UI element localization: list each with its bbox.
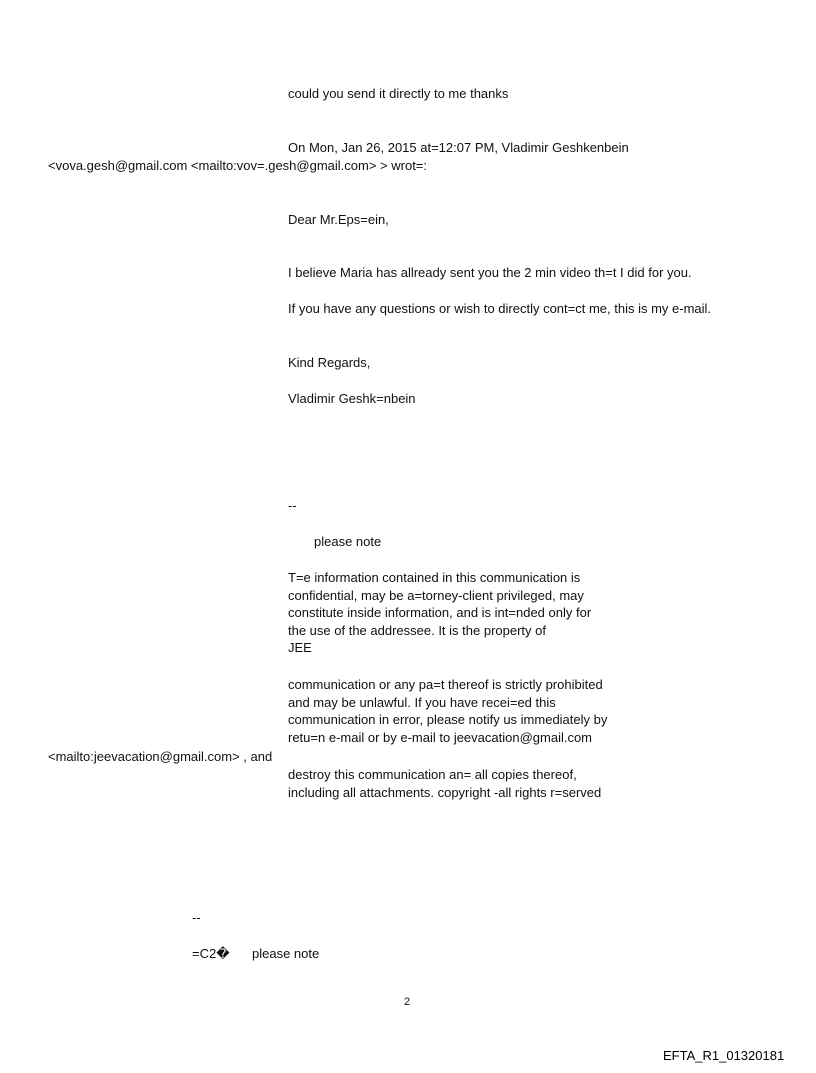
- notice-line: the use of the addressee. It is the property of: [288, 622, 546, 638]
- notice-line: retu=n e-mail or by e-mail to jeevacation@gmail.com: [288, 729, 593, 745]
- notice-line: confidential, may be a=torney-client privileged, may: [288, 587, 584, 603]
- notice-line: communication in error, please notify us immediately by: [288, 712, 608, 727]
- confidentiality-notice-part1: [288, 569, 591, 657]
- notice-line: communication or any pa=t thereof is strictly prohibited: [288, 677, 603, 692]
- notice-line: JEE: [288, 640, 312, 655]
- notice-line: and may be unlawful. If you have recei=ed this: [288, 694, 556, 710]
- email-salutation: Dear Mr.Eps=ein,: [288, 212, 389, 227]
- notice-line: destroy this communication an= all copies thereof,: [288, 767, 577, 782]
- page-number: 2: [404, 996, 411, 1008]
- email-body-video: I believe Maria has allready sent you the 2 min video th=t I did for you.: [288, 265, 692, 280]
- email-quote-address: <vova.gesh@gmail.com <mailto:vov=.gesh@gmail.com> > wrot=:: [48, 158, 428, 173]
- email-quote-header: On Mon, Jan 26, 2015 at=12:07 PM, Vladimir Geshkenbein: [288, 140, 629, 155]
- notice-line: T=e information contained in this communication is: [288, 570, 581, 585]
- email-signature-name: Vladimir Geshk=nbein: [288, 391, 416, 406]
- notice-line: constitute inside information, and is int=nded only for: [288, 605, 592, 620]
- email-closing: Kind Regards,: [288, 355, 371, 370]
- please-note-heading-2: please note: [252, 946, 320, 961]
- email-body-questions: If you have any questions or wish to directly cont=ct me, this is my e-mail.: [288, 301, 712, 316]
- confidentiality-notice-part3: [288, 766, 601, 801]
- confidentiality-notice-part2: [288, 676, 607, 746]
- bates-number: EFTA_R1_01320181: [663, 1048, 785, 1063]
- notice-line: including all attachments. copyright -all rights r=served: [288, 784, 602, 800]
- please-note-heading: please note: [314, 534, 382, 549]
- signature-separator-2: --: [192, 910, 201, 925]
- mailto-jeevacation: <mailto:jeevacation@gmail.com> , and: [48, 749, 273, 764]
- email-line-send-directly: could you send it directly to me thanks: [288, 86, 509, 101]
- signature-separator: --: [288, 498, 297, 513]
- encoding-artifact: =C2�: [192, 946, 230, 961]
